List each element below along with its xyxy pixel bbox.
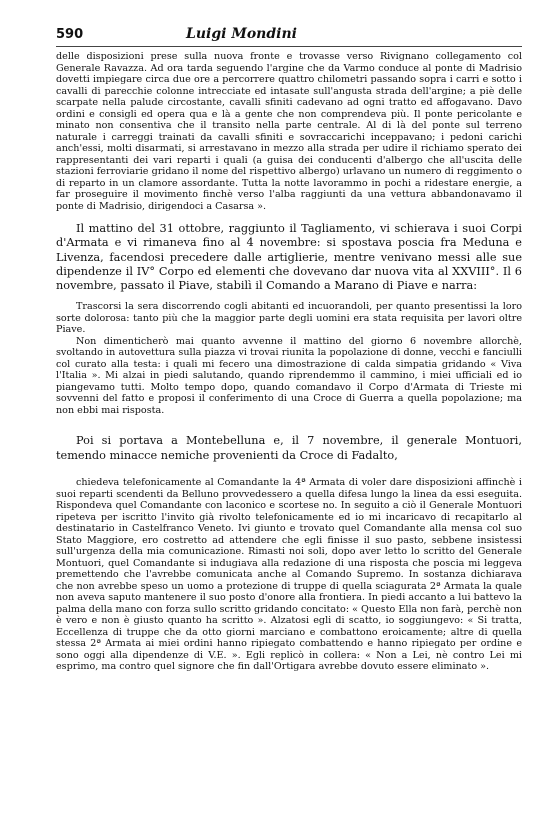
- quoted-paragraph: Non dimenticherò mai quanto avvenne il mattino del giorno 6 novembre allorchè, svoltando in autovettura sulla piazza vi trovai riunita la popolazione di donne, vecchi e fanciulli col curato alla testa: i quali mi fecero una dimostrazione di calda simpatia gridando « Viva l'Italia ». Mi alzai in piedi salutando, quando riprendemmo il cammino, i miei ufficiali ed io piangevamo tutti. Molto tempo dopo, quando comandavo il Corpo d'Armata di Trieste mi sovvenni del fatto e proposi il conferimento di una Croce di Guerra a quella popolazione; ma non ebbi mai risposta.: [56, 335, 522, 416]
- quoted-paragraph: delle disposizioni prese sulla nuova fronte e trovasse verso Rivignano collegamento col Generale Ravazza. Ad ora tarda seguendo l'argine che da Varmo conduce al ponte di Madrisio dovetti impiegare circa due ore a percorrere quattro chilometri passando sopra i carri e sotto i cavalli di parecchie colonne intrecciate ed intasate sull'angusta strada dell'argine; a piè delle scarpate nella palude circostante, cavalli sfiniti cadevano ad ogni tratto ed affogavano. Davo ordini e consigli ed opera qua e là a gente che non comprendeva più. Il ponte pericolante e minato non consentiva che il transito nella parte centrale. Al di là del ponte sul terreno naturale i carreggi trainati da cavalli sfiniti e sovraccarichi inceppavano; i pedoni carichi anch'essi, molti disarmati, si arrestavano in mezzo alla strada per udire il richiamo sperato dei rappresentanti dei vari reparti i quali (a guisa dei conducenti d'albergo che all'uscita delle stazioni ferroviarie gridano il nome del rispettivo albergo) urlavano un numero di reggimento o di reparto in un clamore assordante. Tutta la notte lavorammo in pochi a ridestare energie, a far proseguire il movimento finchè verso l'alba raggiunti da una vettura abbandonavamo il ponte di Madrisio, dirigendoci a Casarsa ».: [56, 51, 522, 212]
- quoted-paragraph: Trascorsi la sera discorrendo cogli abitanti ed incuorandoli, per quanto presentissi la loro sorte dolorosa: tanto più che la maggior parte degli uomini era stata requisita per lavori oltre Piave.: [56, 301, 522, 336]
- page-number: 590: [56, 27, 84, 42]
- quoted-paragraph: chiedeva telefonicamente al Comandante la 4ª Armata di voler dare disposizioni affinchè i suoi reparti scendenti da Belluno provvedessero a quella difesa lungo la linea da essi eseguita. Rispondeva quel Comandante con laconico e scortese no. In seguito a ciò il Generale Montuori ripeteva per iscritto l'invito già rivolto telefonicamente ed io mi incaricavo di recapitarlo al destinatario in Castelfranco Veneto. Ivi giunto e trovato quel Comandante alla mensa col suo Stato Maggiore, ero costretto ad attendere che egli finisse il suo pasto, sebbene insistessi sull'urgenza della mia comunicazione. Rimasti noi soli, dopo aver letto lo scritto del Generale Montuori, quel Comandante si indugiava alla redazione di una risposta che poscia mi leggeva premettendo che l'avrebbe comunicata anche al Comando Supremo. In sostanza dichiarava che non avrebbe speso un uomo a protezione di truppe di quella sciagurata 2ª Armata la quale non aveva saputo mantenere il suo posto d'onore alla frontiera. In piedi accanto a lui battevo la palma della mano con forza sullo scritto gridando concitato: « Questo Ella non farà, perchè non è vero e non è giusto quanto ha scritto ». Alzatosi egli di scatto, io soggiungevo: « Si tratta, Eccellenza di truppe che da otto giorni marciano e combattono eroicamente; altre di quella stessa 2ª Armata ai miei ordini hanno ripiegato combattendo e hanno ripiegato per ordine e sono oggi alla dipendenze di V.E. ». Egli replicò in collera: « Non a Lei, nè contro Lei mi esprimo, ma contro quel signore che fin dall'Ortigara avrebbe dovuto essere eliminato ».: [56, 477, 522, 673]
- running-header: [56, 26, 522, 47]
- body-paragraph: Il mattino del 31 ottobre, raggiunto il Tagliamento, vi schierava i suoi Corpi d'Armata e vi rimaneva fino al 4 novembre: si spostava poscia fra Meduna e Livenza, facendosi precedere dalle artiglierie, mentre venivano messi alle sue dipendenze il IV° Corpo ed elementi che dovevano dar nuova vita al XXVIII°. Il 6 novembre, passato il Piave, stabilì il Comando a Marano di Piave e narra:: [56, 222, 522, 293]
- running-title: Luigi Mondini: [186, 26, 297, 42]
- body-paragraph: Poi si portava a Montebelluna e, il 7 novembre, il generale Montuori, temendo minacce nemiche provenienti da Croce di Fadalto,: [56, 434, 522, 462]
